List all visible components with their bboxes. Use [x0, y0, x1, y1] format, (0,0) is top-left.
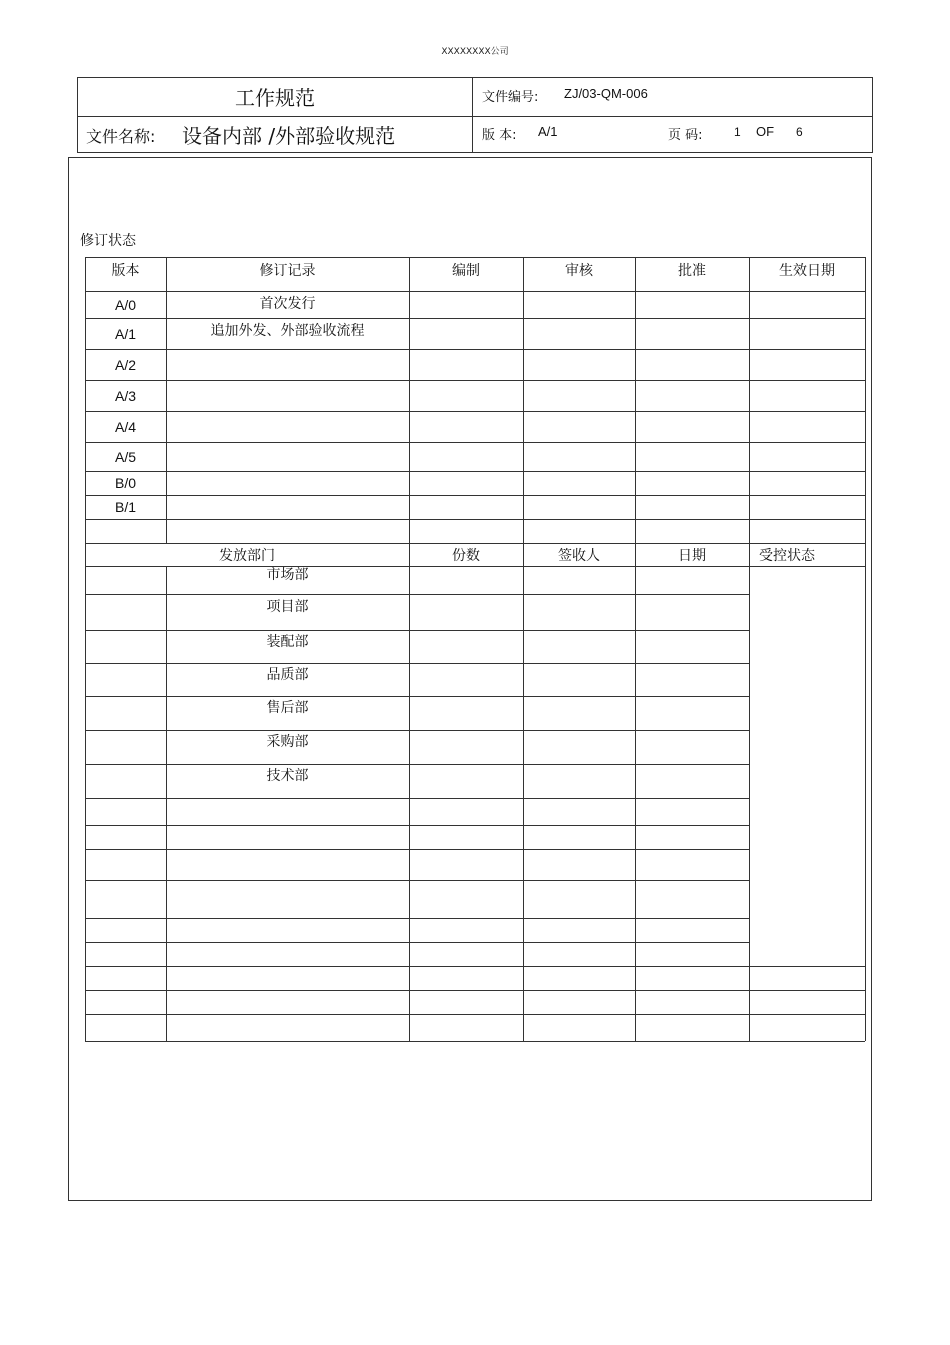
distribution-department: 品质部 — [266, 666, 309, 683]
revision-distribution-grid — [85, 257, 865, 1041]
document-title: 工作规范 — [235, 86, 315, 110]
file-name: 设备内部 /外部验收规范 — [182, 124, 396, 148]
revision-col-header: 批准 — [678, 263, 706, 279]
revision-record — [166, 349, 409, 380]
file-name-label: 文件名称: — [86, 127, 156, 146]
version-label: 版 本: — [482, 128, 517, 143]
document-header — [77, 77, 873, 153]
revision-version — [85, 519, 166, 543]
revision-heading: 修订状态 — [80, 233, 136, 249]
page-current: 1 — [734, 125, 741, 139]
revision-col-header: 编制 — [452, 263, 480, 279]
doc-number: ZJ/03-QM-006 — [564, 86, 648, 101]
distribution-department: 项目部 — [266, 599, 309, 615]
distribution-col-header: 签收人 — [558, 547, 600, 564]
revision-record — [166, 471, 409, 495]
revision-record — [166, 519, 409, 543]
doc-number-label: 文件编号: — [482, 90, 539, 105]
distribution-department — [166, 843, 409, 874]
distribution-department — [166, 960, 409, 984]
revision-version: A/2 — [114, 356, 136, 373]
revision-col-header: 版本 — [111, 263, 140, 279]
revision-record — [166, 442, 409, 471]
distribution-department: 技术部 — [266, 768, 309, 784]
distribution-col-header: 受控状态 — [759, 547, 815, 564]
revision-version: A/0 — [114, 296, 136, 313]
revision-record: 首次发行 — [259, 296, 316, 312]
page-label: 页 码: — [668, 128, 703, 143]
distribution-department — [166, 874, 409, 912]
revision-col-header: 生效日期 — [779, 263, 835, 279]
revision-record — [166, 495, 409, 519]
distribution-col-header: 日期 — [678, 547, 706, 564]
revision-version: A/3 — [114, 387, 136, 404]
distribution-department: 装配部 — [266, 633, 309, 650]
page-total: 6 — [796, 125, 803, 139]
page-of: OF — [756, 124, 775, 139]
distribution-department — [166, 792, 409, 819]
distribution-col-header: 份数 — [452, 547, 480, 564]
revision-record: 追加外发、外部验收流程 — [210, 323, 365, 339]
distribution-department — [166, 936, 409, 960]
distribution-department: 市场部 — [266, 567, 309, 583]
distribution-col-header: 发放部门 — [219, 547, 275, 564]
company-name: XXXXXXXX公司 — [441, 47, 509, 57]
revision-record — [166, 380, 409, 411]
distribution-department — [166, 819, 409, 843]
revision-version: A/1 — [114, 325, 136, 342]
revision-record — [166, 411, 409, 442]
revision-col-header: 修订记录 — [259, 263, 316, 279]
version-value: A/1 — [538, 124, 558, 139]
revision-version: B/0 — [114, 475, 136, 491]
distribution-department — [166, 984, 409, 1008]
revision-version: B/1 — [114, 499, 136, 515]
revision-version: A/5 — [114, 448, 136, 465]
distribution-department — [166, 912, 409, 936]
distribution-department: 采购部 — [266, 734, 309, 750]
revision-col-header: 审核 — [565, 263, 593, 279]
revision-version: A/4 — [114, 418, 136, 435]
distribution-department: 售后部 — [266, 700, 309, 716]
